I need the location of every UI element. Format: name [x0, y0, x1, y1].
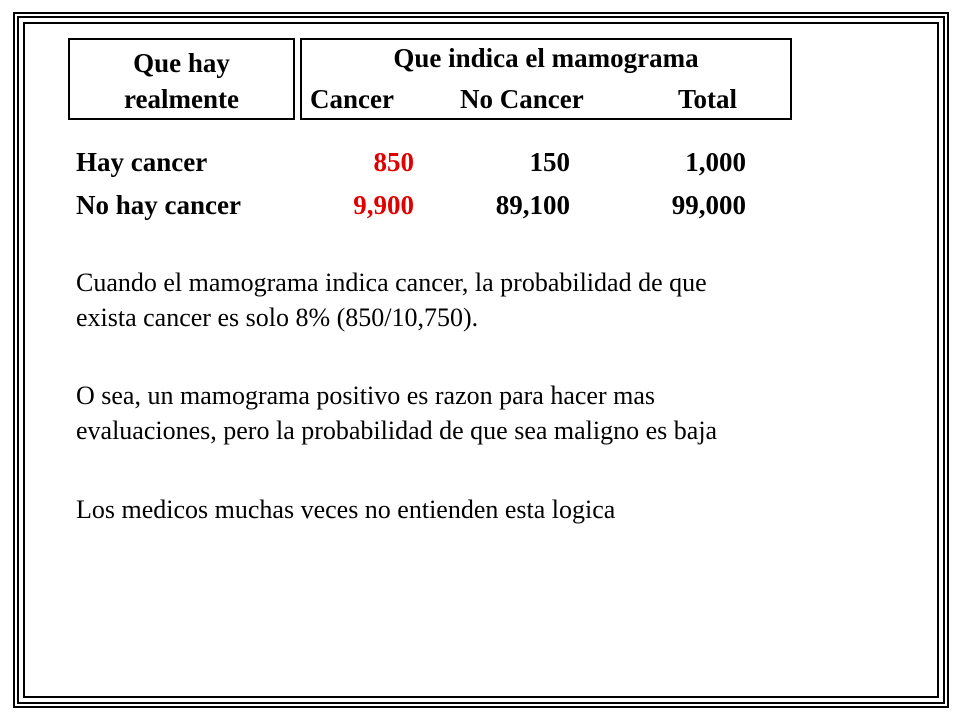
mammogram-header-title: Que indica el mamograma — [393, 43, 699, 73]
column-header-total: Total — [678, 84, 738, 114]
paragraph-probability — [76, 265, 896, 335]
paragraph-line: Cuando el mamograma indica cancer, la probabilidad de que — [76, 268, 707, 297]
cell-total: 99,000 — [671, 190, 746, 220]
row-label: Hay cancer — [76, 147, 208, 177]
paragraph-line: Los medicos muchas veces no entienden esta logica — [76, 495, 616, 524]
cell-total: 1,000 — [685, 147, 746, 177]
cell-no-cancer: 89,100 — [495, 190, 570, 220]
paragraph-line: O sea, un mamograma positivo es razon para hacer mas — [76, 381, 656, 410]
paragraph-positive-mammogram — [76, 378, 896, 448]
cell-cancer: 9,900 — [353, 190, 414, 220]
cell-no-cancer: 150 — [529, 147, 570, 177]
cell-cancer: 850 — [373, 147, 414, 177]
column-header-no-cancer: No Cancer — [460, 84, 584, 114]
reality-header-line2: realmente — [124, 84, 239, 114]
table-row-hay-cancer — [76, 145, 776, 179]
paragraph-line: exista cancer es solo 8% (850/10,750). — [76, 303, 479, 332]
slide-frame-inner — [23, 22, 939, 698]
reality-header-line1: Que hay — [133, 48, 230, 78]
mammogram-header-box — [300, 38, 792, 120]
row-label: No hay cancer — [76, 190, 241, 220]
reality-header-box — [68, 38, 295, 120]
table-row-no-hay-cancer — [76, 188, 776, 222]
paragraph-doctors — [76, 492, 896, 527]
paragraph-line: evaluaciones, pero la probabilidad de que sea maligno es baja — [76, 416, 718, 445]
column-header-cancer: Cancer — [310, 84, 394, 114]
